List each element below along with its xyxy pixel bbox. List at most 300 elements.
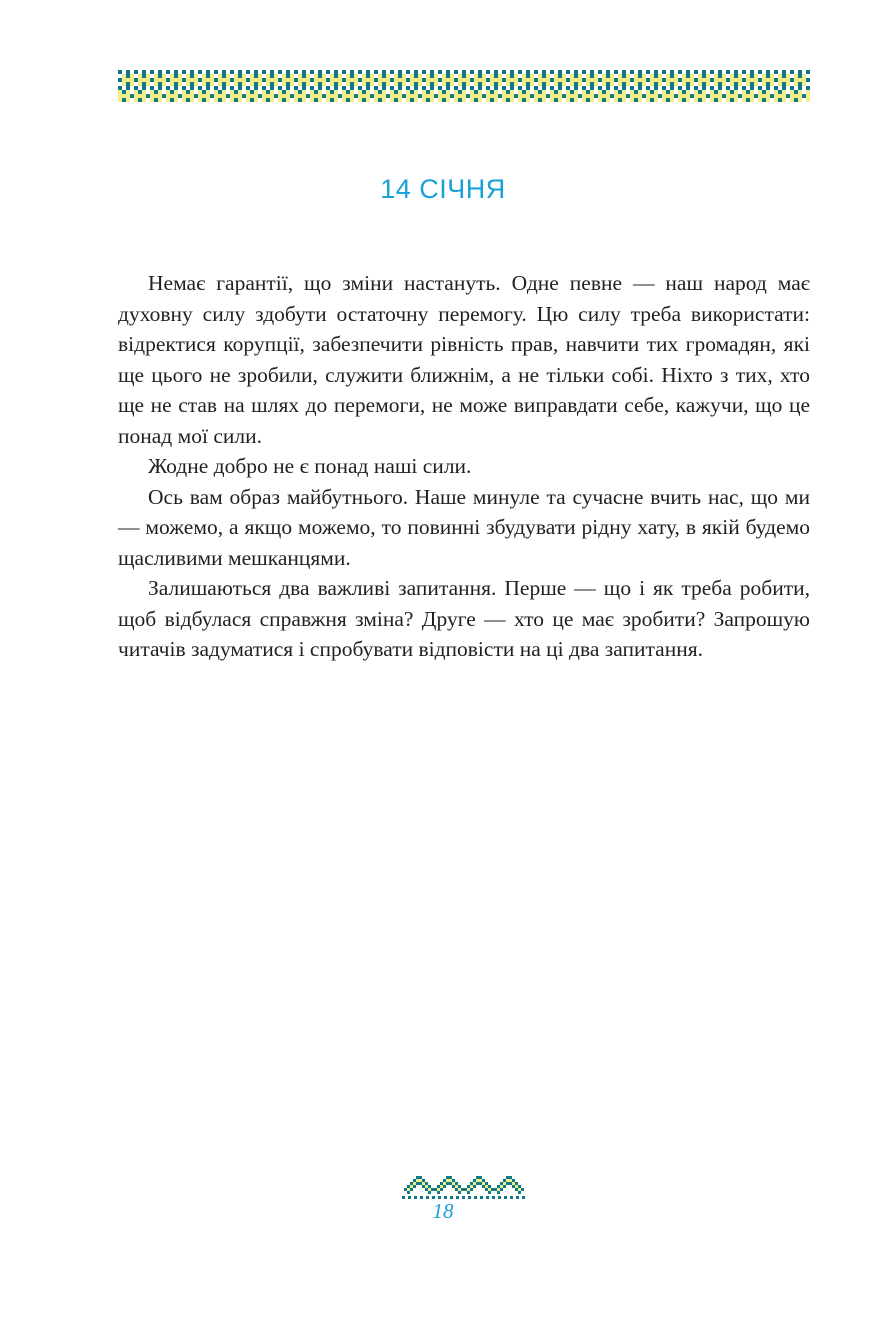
ornament-stitch [158,94,162,98]
ornament-stitch [254,98,258,102]
ornament-stitch [354,74,358,78]
ornament-stitch [658,78,662,82]
ornament-stitch [238,94,242,98]
ornament-stitch [706,94,710,98]
ornament-stitch [450,94,454,98]
ornament-stitch [494,90,498,94]
ornament-stitch [454,70,458,74]
ornament-stitch [158,78,162,82]
ornament-stitch [766,74,770,78]
ornament-stitch [522,90,526,94]
ornament-stitch [558,70,562,74]
ornament-stitch [678,70,682,74]
ornament-stitch [362,94,366,98]
ornament-stitch [670,86,674,90]
ornament-stitch [338,94,342,98]
ornament-stitch [542,90,546,94]
ornament-stitch [614,70,618,74]
ornament-stitch [158,90,162,94]
ornament-stitch [402,82,406,86]
ornament-stitch [578,78,582,82]
ornament-stitch [502,78,506,82]
ornament-stitch [454,86,458,90]
ornament-stitch [166,86,170,90]
ornament-stitch [710,70,714,74]
ornament-stitch [318,98,322,102]
ornament-stitch [710,98,714,102]
ornament-stitch [378,94,382,98]
ornament-stitch [606,90,610,94]
ornament-stitch [406,70,410,74]
ornament-stitch [238,78,242,82]
ornament-stitch [674,94,678,98]
ornament-stitch [798,90,802,94]
ornament-stitch [382,74,386,78]
ornament-stitch [546,78,550,82]
ornament-stitch [182,98,186,102]
ornament-stitch [358,98,362,102]
ornament-stitch [226,94,230,98]
ornament-stitch [310,98,314,102]
ornament-stitch [734,98,738,102]
ornament-stitch [710,90,714,94]
ornament-stitch [518,70,522,74]
ornament-stitch [518,1191,521,1194]
ornament-stitch [558,98,562,102]
ornament-stitch [370,94,374,98]
ornament-stitch [702,86,706,90]
ornament-stitch [646,86,650,90]
ornament-stitch [702,78,706,82]
ornament-stitch [486,86,490,90]
ornament-stitch [410,90,414,94]
ornament-stitch [202,74,206,78]
ornament-stitch [182,94,186,98]
ornament-stitch [122,98,126,102]
ornament-stitch [206,98,210,102]
ornament-stitch [461,1188,464,1191]
ornament-stitch [138,74,142,78]
ornament-stitch [542,70,546,74]
ornament-stitch [210,82,214,86]
ornament-stitch [390,98,394,102]
ornament-stitch [410,78,414,82]
ornament-stitch [142,78,146,82]
ornament-stitch [470,1188,473,1191]
ornament-stitch [578,74,582,78]
ornament-stitch [650,98,654,102]
ornament-stitch [450,82,454,86]
ornament-stitch [710,86,714,90]
ornament-stitch [350,94,354,98]
ornament-stitch [314,98,318,102]
ornament-stitch [490,78,494,82]
ornament-stitch [734,86,738,90]
ornament-stitch [662,78,666,82]
ornament-stitch [718,74,722,78]
ornament-stitch [382,86,386,90]
ornament-stitch [230,94,234,98]
ornament-stitch [622,78,626,82]
ornament-stitch [242,94,246,98]
ornament-stitch [634,94,638,98]
ornament-stitch [670,90,674,94]
ornament-stitch [422,1182,425,1185]
ornament-stitch [298,82,302,86]
ornament-stitch [413,1182,416,1185]
ornament-stitch [134,94,138,98]
ornament-stitch [562,94,566,98]
ornament-stitch [398,98,402,102]
ornament-stitch [426,90,430,94]
ornament-stitch [486,70,490,74]
ornament-stitch [530,78,534,82]
ornament-stitch [413,1185,416,1188]
ornament-stitch [254,86,258,90]
ornament-stitch [416,1182,419,1185]
ornament-stitch [498,74,502,78]
ornament-stitch [614,86,618,90]
ornament-stitch [130,74,134,78]
ornament-stitch [494,94,498,98]
ornament-stitch [646,70,650,74]
ornament-stitch [714,90,718,94]
ornament-stitch [449,1182,452,1185]
ornament-stitch [806,86,810,90]
ornament-stitch [310,70,314,74]
ornament-stitch [682,74,686,78]
ornament-stitch [222,98,226,102]
ornament-stitch [467,1191,470,1194]
ornament-stitch [490,74,494,78]
ornament-stitch [526,98,530,102]
ornament-stitch [334,98,338,102]
ornament-stitch [178,82,182,86]
ornament-stitch [734,82,738,86]
ornament-stitch [413,1179,416,1182]
ornament-stitch [390,70,394,74]
ornament-stitch [198,98,202,102]
ornament-stitch [134,90,138,94]
ornament-stitch [314,90,318,94]
ornament-stitch [782,78,786,82]
ornament-stitch [494,86,498,90]
ornament-stitch [606,94,610,98]
ornament-stitch [482,1182,485,1185]
ornament-stitch [606,78,610,82]
ornament-stitch [522,98,526,102]
ornament-stitch [166,90,170,94]
ornament-stitch [602,98,606,102]
ornament-stitch [502,86,506,90]
ornament-stitch [658,82,662,86]
ornament-stitch [734,70,738,74]
ornament-stitch [618,74,622,78]
ornament-stitch [570,98,574,102]
ornament-stitch [594,74,598,78]
ornament-stitch [750,90,754,94]
ornament-stitch [642,94,646,98]
ornament-stitch [422,86,426,90]
ornament-stitch [514,74,518,78]
ornament-stitch [722,74,726,78]
ornament-stitch [798,98,802,102]
ornament-stitch [794,74,798,78]
ornament-stitch [670,70,674,74]
ornament-stitch [282,78,286,82]
ornament-stitch [542,82,546,86]
ornament-stitch [526,90,530,94]
ornament-stitch [414,70,418,74]
ornament-stitch [182,86,186,90]
ornament-stitch [418,74,422,78]
ornament-stitch [622,74,626,78]
ornament-stitch [802,82,806,86]
ornament-stitch [678,78,682,82]
ornament-stitch [790,94,794,98]
ornament-stitch [566,78,570,82]
ornament-stitch [702,98,706,102]
ornament-stitch [686,70,690,74]
ornament-stitch [362,90,366,94]
ornament-stitch [474,98,478,102]
ornament-stitch [500,1182,503,1185]
ornament-stitch [622,82,626,86]
ornament-stitch [442,74,446,78]
ornament-stitch [322,94,326,98]
ornament-stitch [406,98,410,102]
ornament-stitch [126,82,130,86]
ornament-stitch [522,82,526,86]
ornament-stitch [546,82,550,86]
ornament-stitch [638,90,642,94]
ornament-stitch [497,1188,500,1191]
ornament-stitch [714,74,718,78]
ornament-stitch [310,90,314,94]
ornament-stitch [440,1182,443,1185]
ornament-stitch [274,82,278,86]
ornament-stitch [770,78,774,82]
ornament-stitch [762,74,766,78]
ornament-stitch [550,70,554,74]
ornament-stitch [178,94,182,98]
ornament-stitch [730,94,734,98]
ornament-stitch [142,98,146,102]
ornament-stitch [582,78,586,82]
ornament-stitch [170,82,174,86]
ornament-stitch [407,1185,410,1188]
ornament-stitch [558,90,562,94]
ornament-stitch [150,98,154,102]
ornament-stitch [618,82,622,86]
ornament-stitch [485,1188,488,1191]
ornament-stitch [428,1185,431,1188]
ornament-stitch [158,82,162,86]
ornament-stitch [386,94,390,98]
ornament-stitch [174,74,178,78]
ornament-stitch [578,94,582,98]
ornament-stitch [382,78,386,82]
ornament-stitch [370,74,374,78]
ornament-stitch [694,70,698,74]
ornament-stitch [630,94,634,98]
ornament-stitch [214,86,218,90]
ornament-stitch [470,70,474,74]
ornament-stitch [794,98,798,102]
ornament-stitch [430,98,434,102]
ornament-stitch [654,86,658,90]
ornament-stitch [726,90,730,94]
ornament-stitch [626,74,630,78]
ornament-stitch [622,70,626,74]
ornament-stitch [443,1185,446,1188]
ornament-stitch [482,1185,485,1188]
ornament-stitch [510,82,514,86]
ornament-stitch [510,74,514,78]
ornament-stitch [358,78,362,82]
ornament-stitch [410,98,414,102]
ornament-stitch [446,1182,449,1185]
ornament-stitch [509,1176,512,1179]
ornament-stitch [509,1179,512,1182]
ornament-stitch [570,74,574,78]
ornament-stitch [512,1182,515,1185]
ornament-stitch [398,86,402,90]
ornament-stitch [758,78,762,82]
ornament-stitch [662,90,666,94]
ornament-stitch [754,82,758,86]
ornament-stitch [170,78,174,82]
ornament-stitch [690,94,694,98]
ornament-stitch [402,78,406,82]
ornament-stitch [398,78,402,82]
ornament-stitch [438,90,442,94]
ornament-stitch [722,82,726,86]
ornament-stitch [526,82,530,86]
ornament-stitch [786,82,790,86]
ornament-stitch [794,78,798,82]
ornament-stitch [446,78,450,82]
ornament-stitch [202,90,206,94]
ornament-stitch [602,90,606,94]
ornament-stitch [642,74,646,78]
ornament-stitch [454,90,458,94]
ornament-stitch [254,90,258,94]
ornament-stitch [778,98,782,102]
ornament-stitch [422,98,426,102]
ornament-stitch [382,90,386,94]
ornament-stitch [562,78,566,82]
ornament-stitch [290,82,294,86]
ornament-stitch [794,82,798,86]
ornament-stitch [494,74,498,78]
ornament-stitch [654,90,658,94]
ornament-stitch [610,78,614,82]
ornament-stitch [494,1188,497,1191]
ornament-stitch [166,70,170,74]
ornament-stitch [746,98,750,102]
ornament-stitch [650,90,654,94]
ornament-stitch [726,94,730,98]
ornament-stitch [750,82,754,86]
ornament-stitch [190,94,194,98]
ornament-stitch [554,98,558,102]
ornament-stitch [630,90,634,94]
ornament-stitch [358,86,362,90]
ornament-stitch [190,86,194,90]
ornament-stitch [570,82,574,86]
ornament-stitch [458,78,462,82]
ornament-stitch [714,98,718,102]
ornament-stitch [206,82,210,86]
ornament-stitch [254,94,258,98]
ornament-stitch [206,74,210,78]
ornament-stitch [494,70,498,74]
ornament-stitch [226,78,230,82]
ornament-stitch [458,94,462,98]
ornament-stitch [290,78,294,82]
ornament-stitch [479,1179,482,1182]
ornament-stitch [430,70,434,74]
ornament-stitch [778,82,782,86]
ornament-stitch [314,94,318,98]
ornament-stitch [538,74,542,78]
ornament-stitch [634,98,638,102]
ornament-stitch [294,86,298,90]
ornament-stitch [446,1176,449,1179]
ornament-stitch [574,78,578,82]
ornament-stitch [550,94,554,98]
ornament-stitch [446,70,450,74]
ornament-stitch [162,78,166,82]
ornament-stitch [654,70,658,74]
ornament-stitch [442,82,446,86]
ornament-stitch [218,94,222,98]
ornament-stitch [354,94,358,98]
ornament-stitch [146,82,150,86]
ornament-stitch [726,78,730,82]
ornament-stitch [222,74,226,78]
ornament-stitch [518,86,522,90]
ornament-stitch [526,86,530,90]
ornament-stitch [246,86,250,90]
ornament-stitch [162,82,166,86]
ornament-stitch [690,82,694,86]
ornament-stitch [698,82,702,86]
ornament-stitch [142,86,146,90]
ornament-stitch [706,78,710,82]
ornament-stitch [318,74,322,78]
ornament-stitch [326,70,330,74]
ornament-stitch [342,70,346,74]
ornament-stitch [698,74,702,78]
ornament-stitch [522,78,526,82]
ornament-stitch [686,94,690,98]
ornament-stitch [618,90,622,94]
ornament-stitch [798,94,802,98]
ornament-stitch [482,74,486,78]
ornament-stitch [470,86,474,90]
ornament-stitch [158,74,162,78]
ornament-stitch [338,78,342,82]
ornament-stitch [282,94,286,98]
ornament-stitch [782,94,786,98]
ornament-stitch [514,82,518,86]
ornament-stitch [342,78,346,82]
ornament-stitch [798,74,802,78]
ornament-stitch [266,98,270,102]
ornament-stitch [318,86,322,90]
